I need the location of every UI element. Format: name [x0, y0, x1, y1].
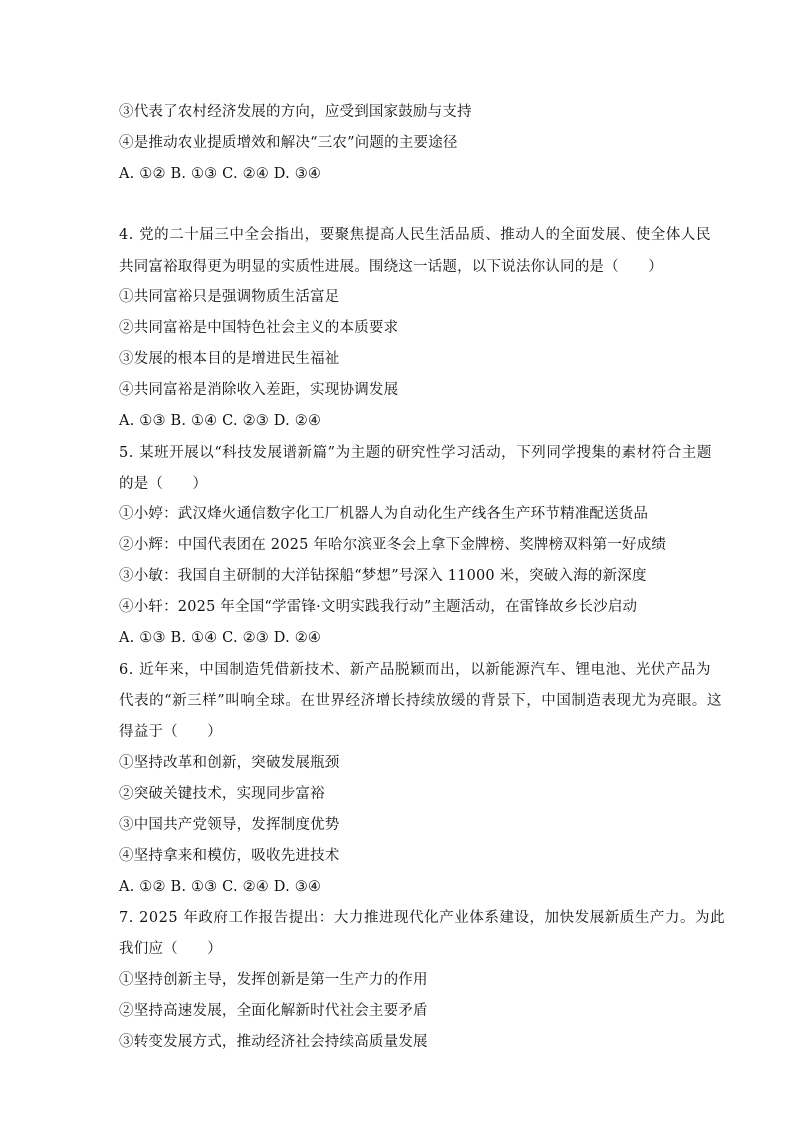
option-text: ①坚持改革和创新，突破发展瓶颈 — [119, 755, 340, 771]
answer-choices: A. ①③ B. ①④ C. ②③ D. ②④ — [119, 413, 322, 429]
option-text: ③转变发展方式，推动经济社会持续高质量发展 — [119, 1034, 428, 1050]
option-text: ③中国共产党领导，发挥制度优势 — [119, 817, 340, 833]
answer-choices: A. ①② B. ①③ C. ②④ D. ③④ — [119, 166, 322, 182]
option-text: ②突破关键技术，实现同步富裕 — [119, 786, 325, 802]
option-text: ①坚持创新主导，发挥创新是第一生产力的作用 — [119, 972, 428, 988]
question-text: 代表的“新三样”叫响全球。在世界经济增长持续放缓的背景下，中国制造表现尤为亮眼。这 — [119, 693, 722, 709]
option-text: ②共同富裕是中国特色社会主义的本质要求 — [119, 320, 399, 336]
option-text: ④共同富裕是消除收入差距，实现协调发展 — [119, 382, 399, 398]
question-text: 4. 党的二十届三中全会指出，要聚焦提高人民生活品质、推动人的全面发展、使全体人民 — [119, 227, 711, 243]
answer-choices: A. ①③ B. ①④ C. ②③ D. ②④ — [119, 630, 322, 646]
option-text: ③发展的根本目的是增进民生福祉 — [119, 351, 340, 367]
question-text: 共同富裕取得更为明显的实质性进展。围绕这一话题，以下说法你认同的是（ ） — [119, 259, 663, 275]
option-text: ④坚持拿来和模仿，吸收先进技术 — [119, 848, 340, 864]
option-text: ①小婷：武汉烽火通信数字化工厂机器人为自动化生产线各生产环节精准配送货品 — [119, 506, 649, 522]
question-text: 的是（ ） — [119, 476, 208, 492]
option-text: ④是推动农业提质增效和解决“三农”问题的主要途径 — [119, 135, 458, 151]
question-text: 我们应（ ） — [119, 941, 222, 957]
question-text: 得益于（ ） — [119, 724, 222, 740]
option-text: ③小敏：我国自主研制的大洋钻探船“梦想”号深入 11000 米，突破入海的新深度 — [119, 568, 647, 584]
option-text: ④小轩：2025 年全国“学雷锋·文明实践我行动”主题活动，在雷锋故乡长沙启动 — [119, 599, 638, 615]
option-text: ③代表了农村经济发展的方向，应受到国家鼓励与支持 — [119, 104, 472, 120]
question-text: 5. 某班开展以“科技发展谱新篇”为主题的研究性学习活动，下列同学搜集的素材符合主题 — [119, 445, 712, 461]
option-text: ②坚持高速发展，全面化解新时代社会主要矛盾 — [119, 1003, 428, 1019]
question-text: 7. 2025 年政府工作报告提出：大力推进现代化产业体系建设，加快发展新质生产力。为此 — [119, 910, 726, 926]
question-text: 6. 近年来，中国制造凭借新技术、新产品脱颖而出，以新能源汽车、锂电池、光伏产品为 — [119, 662, 711, 678]
answer-choices: A. ①② B. ①③ C. ②④ D. ③④ — [119, 879, 322, 895]
option-text: ①共同富裕只是强调物质生活富足 — [119, 289, 340, 305]
option-text: ②小辉：中国代表团在 2025 年哈尔滨亚冬会上拿下金牌榜、奖牌榜双料第一好成绩 — [119, 537, 667, 553]
